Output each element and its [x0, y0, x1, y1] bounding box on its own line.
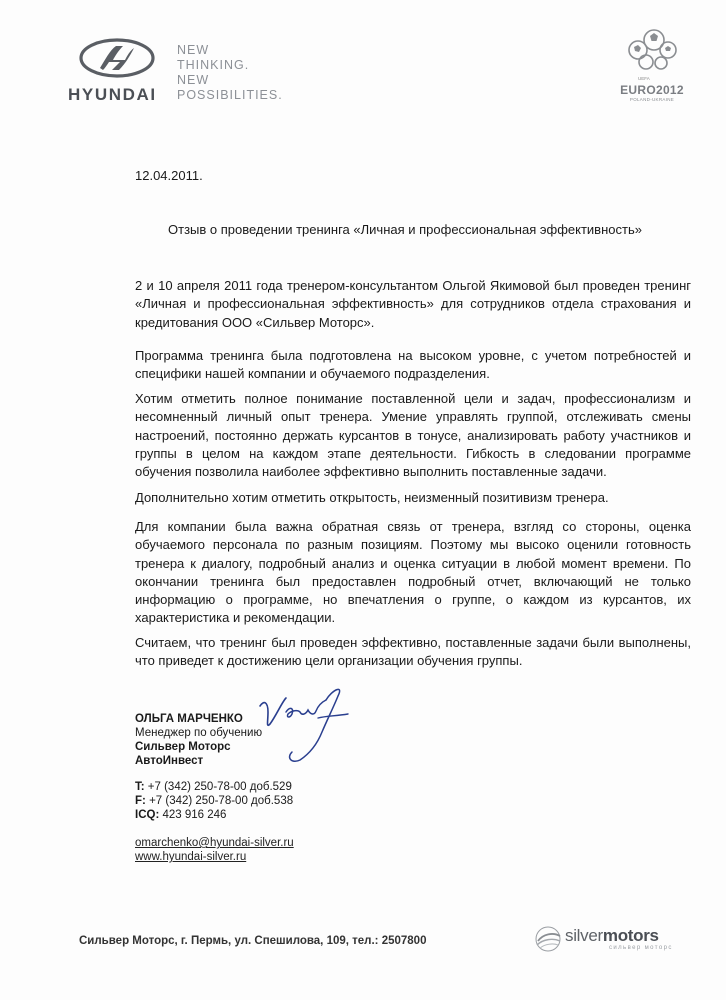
tagline-line: POSSIBILITIES.: [177, 88, 283, 102]
euro2012-subtitle: POLAND-UKRAINE: [629, 97, 675, 102]
email-link[interactable]: omarchenko@hyundai-silver.ru: [135, 837, 294, 849]
paragraph: Дополнительно хотим отметить открытость, неизменный позитивизм тренера.: [135, 490, 609, 505]
paragraph: Для компании была важна обратная связь от тренера, взгляд со стороны, оценка обучаемого персонала по разным позициям. Поэтому мы высоко оценили готовность тренера к диалогу, подробный анализ и оценка ситуации в любой момент времени. По окончании тренинга был предоставлен подробный отчет, включающий не только информацию о программе, но впечатления о группе, о каждом из курсантов, их характеристика и рекомендации.: [135, 519, 691, 626]
hyundai-wordmark: HYUNDAI: [68, 85, 157, 104]
football-emblem-icon: [614, 20, 694, 78]
signer-company: АвтоИнвест: [135, 755, 204, 767]
letter-subject: Отзыв о проведении тренинга «Личная и профессиональная эффективность»: [168, 222, 642, 237]
website-link[interactable]: www.hyundai-silver.ru: [135, 851, 247, 863]
euro2012-title: EURO2012: [620, 83, 684, 97]
brand-tagline: [177, 43, 283, 103]
handwritten-signature: [256, 678, 366, 768]
icq-value: 423 916 246: [162, 809, 227, 821]
hyundai-logo: [67, 36, 167, 104]
silvermotors-logo: [533, 924, 698, 954]
paragraph: 2 и 10 апреля 2011 года тренером-консультантом Ольгой Якимовой был проведен тренинг «Личная и профессиональная эффективность» для сотрудников отдела страхования и кредитования ООО «Сильвер Моторс».: [135, 278, 691, 330]
hyundai-emblem-icon: [67, 36, 167, 82]
contact-fax: [135, 794, 293, 808]
uefa-label: UEFA: [638, 76, 650, 81]
wordmark-bold: motors: [602, 926, 659, 945]
phone-value: +7 (342) 250-78-00 доб.529: [147, 781, 292, 793]
signer-name: ОЛЬГА МАРЧЕНКО: [135, 713, 243, 725]
footer-address: Сильвер Моторс, г. Пермь, ул. Спешилова, 109, тел.: 2507800: [79, 935, 427, 947]
paragraph: Программа тренинга была подготовлена на высоком уровне, с учетом потребностей и специфики нашей компании и обучаемого подразделения.: [135, 348, 691, 382]
euro2012-logo: [614, 20, 694, 110]
letter-date: 12.04.2011.: [135, 168, 203, 183]
tagline-line: THINKING.: [177, 58, 250, 72]
paragraph: Хотим отметить полное понимание поставленной цели и задач, профессионализм и несомненный личный опыт тренера. Умение управлять группой, отслеживать смены настроений, постоянно держать курсантов в тонусе, анализировать работу участников и группы в целом на каждом этапе деятельности. Гибкость в следовании программе обучения позволила наиболее эффективно выполнить поставленные задачи.: [135, 391, 691, 480]
phone-label: T:: [135, 781, 145, 793]
wordmark-light: silver: [565, 926, 603, 945]
icq-label: ICQ:: [135, 809, 160, 821]
silvermotors-subtitle: сильвер моторс: [609, 945, 673, 951]
paragraph: Считаем, что тренинг был проведен эффективно, поставленные задачи были выполнены, что приведет к достижению цели организации обучения группы.: [135, 635, 691, 669]
tagline-line: NEW: [177, 73, 210, 87]
silvermotors-emblem-icon: [533, 924, 563, 954]
contact-phone: [135, 780, 292, 794]
contact-icq: [135, 808, 226, 822]
signer-company: Сильвер Моторс: [135, 741, 231, 753]
silvermotors-wordmark: [565, 926, 659, 946]
signer-role: Менеджер по обучению: [135, 727, 263, 739]
fax-label: F:: [135, 795, 146, 807]
fax-value: +7 (342) 250-78-00 доб.538: [149, 795, 294, 807]
tagline-line: NEW: [177, 43, 210, 57]
